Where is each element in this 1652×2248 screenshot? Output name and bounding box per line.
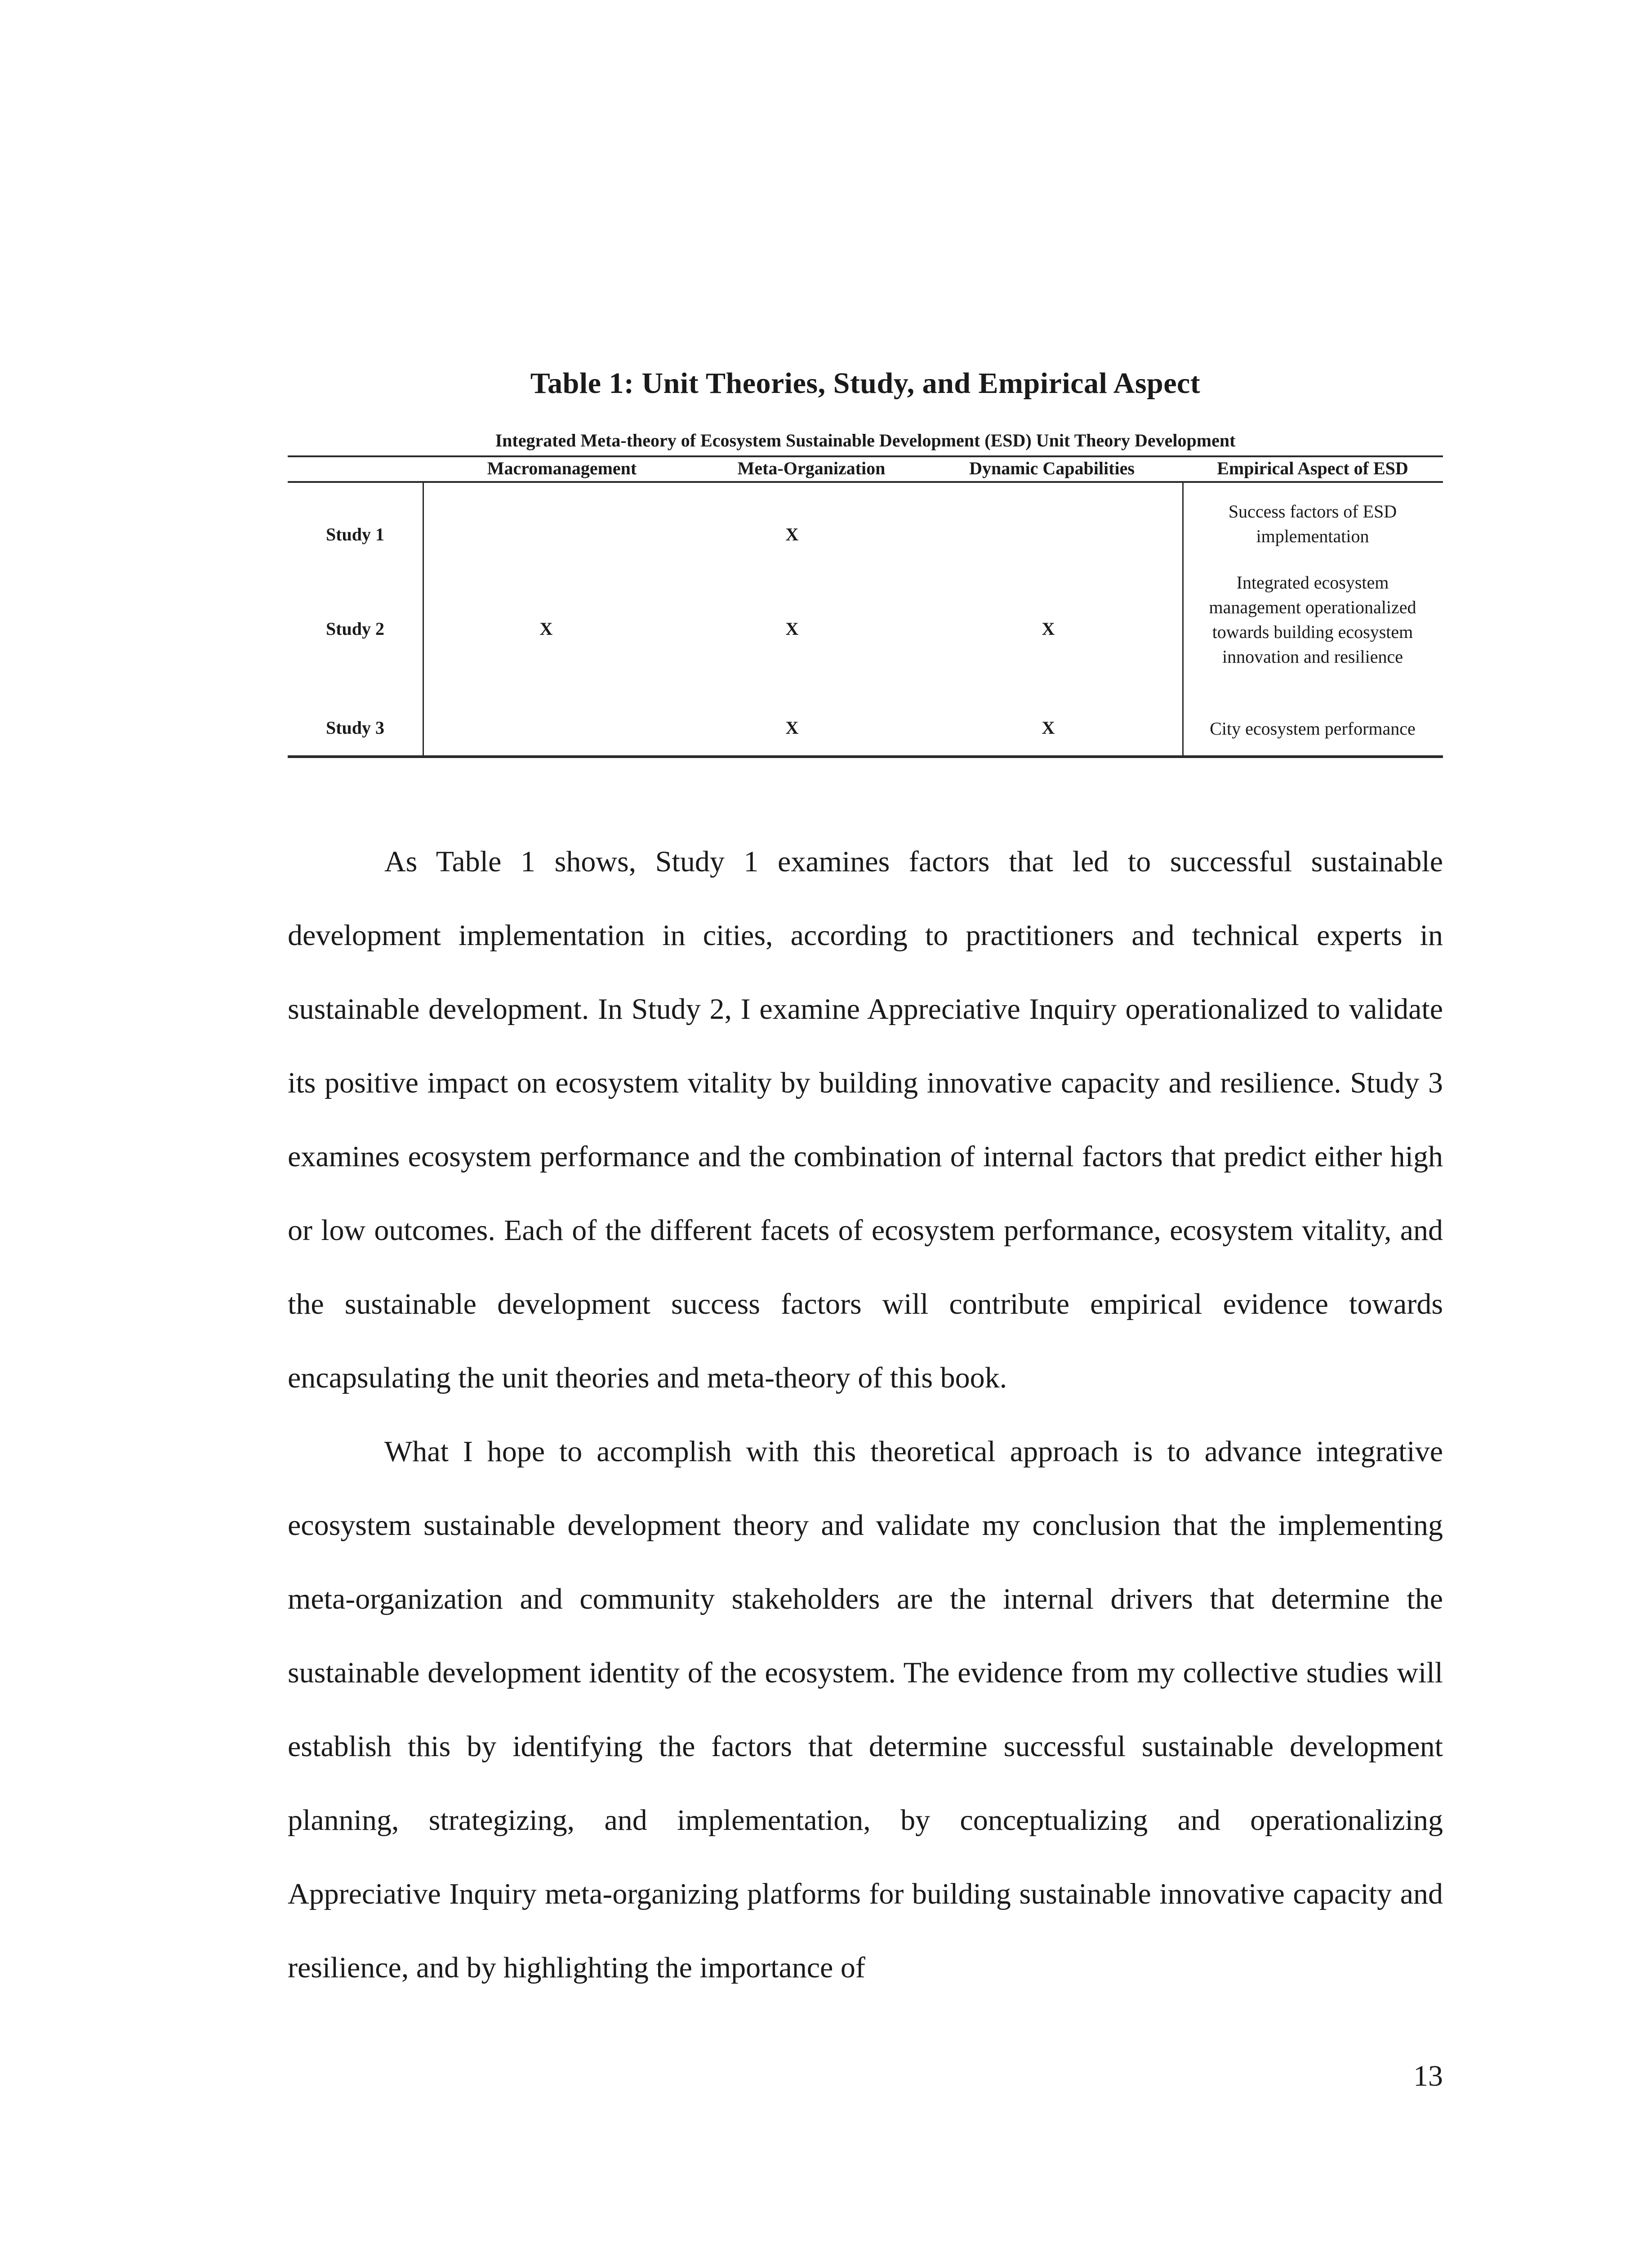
unit-theory-table [288, 429, 1443, 762]
column-header-meta-organization: Meta-Organization [737, 458, 886, 478]
table-left-divider [423, 483, 424, 755]
table-header-rule [288, 481, 1443, 483]
study-2-macromanagement-mark: X [539, 619, 553, 639]
study-2-dynamic-capabilities-mark: X [1042, 619, 1055, 639]
empirical-line: management operationalized [1209, 597, 1416, 617]
column-header-dynamic-capabilities: Dynamic Capabilities [969, 458, 1135, 478]
empirical-line: Success factors of ESD [1228, 501, 1397, 522]
table-group-header: Integrated Meta-theory of Ecosystem Sustainable Development (ESD) Unit Theory Development [495, 430, 1236, 450]
study-3-meta-organization-mark: X [785, 718, 799, 738]
study-2-empirical-aspect [1182, 570, 1443, 669]
page-number: 13 [1413, 2060, 1443, 2092]
study-1-meta-organization-mark: X [785, 524, 799, 544]
empirical-line: City ecosystem performance [1210, 718, 1416, 739]
study-1-empirical-aspect [1182, 499, 1443, 549]
table-bottom-rule [288, 755, 1443, 758]
row-label-study-3: Study 3 [325, 718, 385, 738]
body-paragraph: What I hope to accomplish with this theoretical approach is to advance integrative ecosystem sustainable development theory and validate my conclusion that the implementing meta-organization and community stakeholders are the internal drivers that determine the sustainable development identity of the ecosystem. The evidence from my collective studies will establish this by identifying the factors that determine successful sustainable development planning, strategizing, and implementation, by conceptualizing and operationalizing Appreciative Inquiry meta-organizing platforms for building sustainable innovative capacity and resilience, and by highlighting the importance of [288, 1435, 1443, 1984]
empirical-line: Integrated ecosystem [1236, 572, 1389, 593]
row-label-study-2: Study 2 [325, 619, 385, 639]
body-paragraph: As Table 1 shows, Study 1 examines factors that led to successful sustainable development implementation in cities, according to practitioners and technical experts in sustainable development. In Study 2, I examine Appreciative Inquiry operationalized to validate its positive impact on ecosystem vitality by building innovative capacity and resilience. Study 3 examines ecosystem performance and the combination of internal factors that predict either high or low outcomes. Each of the different facets of ecosystem performance, ecosystem vitality, and the sustainable development success factors will contribute empirical evidence towards encapsulating the unit theories and meta-theory of this book. [288, 845, 1443, 1394]
body-text [288, 825, 1443, 2005]
column-header-macromanagement: Macromanagement [487, 458, 637, 478]
table-title: Table 1: Unit Theories, Study, and Empirical Aspect [530, 367, 1201, 400]
empirical-line: towards building ecosystem [1212, 622, 1413, 642]
row-label-study-1: Study 1 [325, 524, 385, 544]
study-3-empirical-aspect [1182, 716, 1443, 741]
study-2-meta-organization-mark: X [785, 619, 799, 639]
study-3-dynamic-capabilities-mark: X [1042, 718, 1055, 738]
column-header-empirical-aspect: Empirical Aspect of ESD [1217, 458, 1408, 478]
empirical-line: implementation [1256, 526, 1369, 546]
empirical-line: innovation and resilience [1222, 647, 1403, 667]
